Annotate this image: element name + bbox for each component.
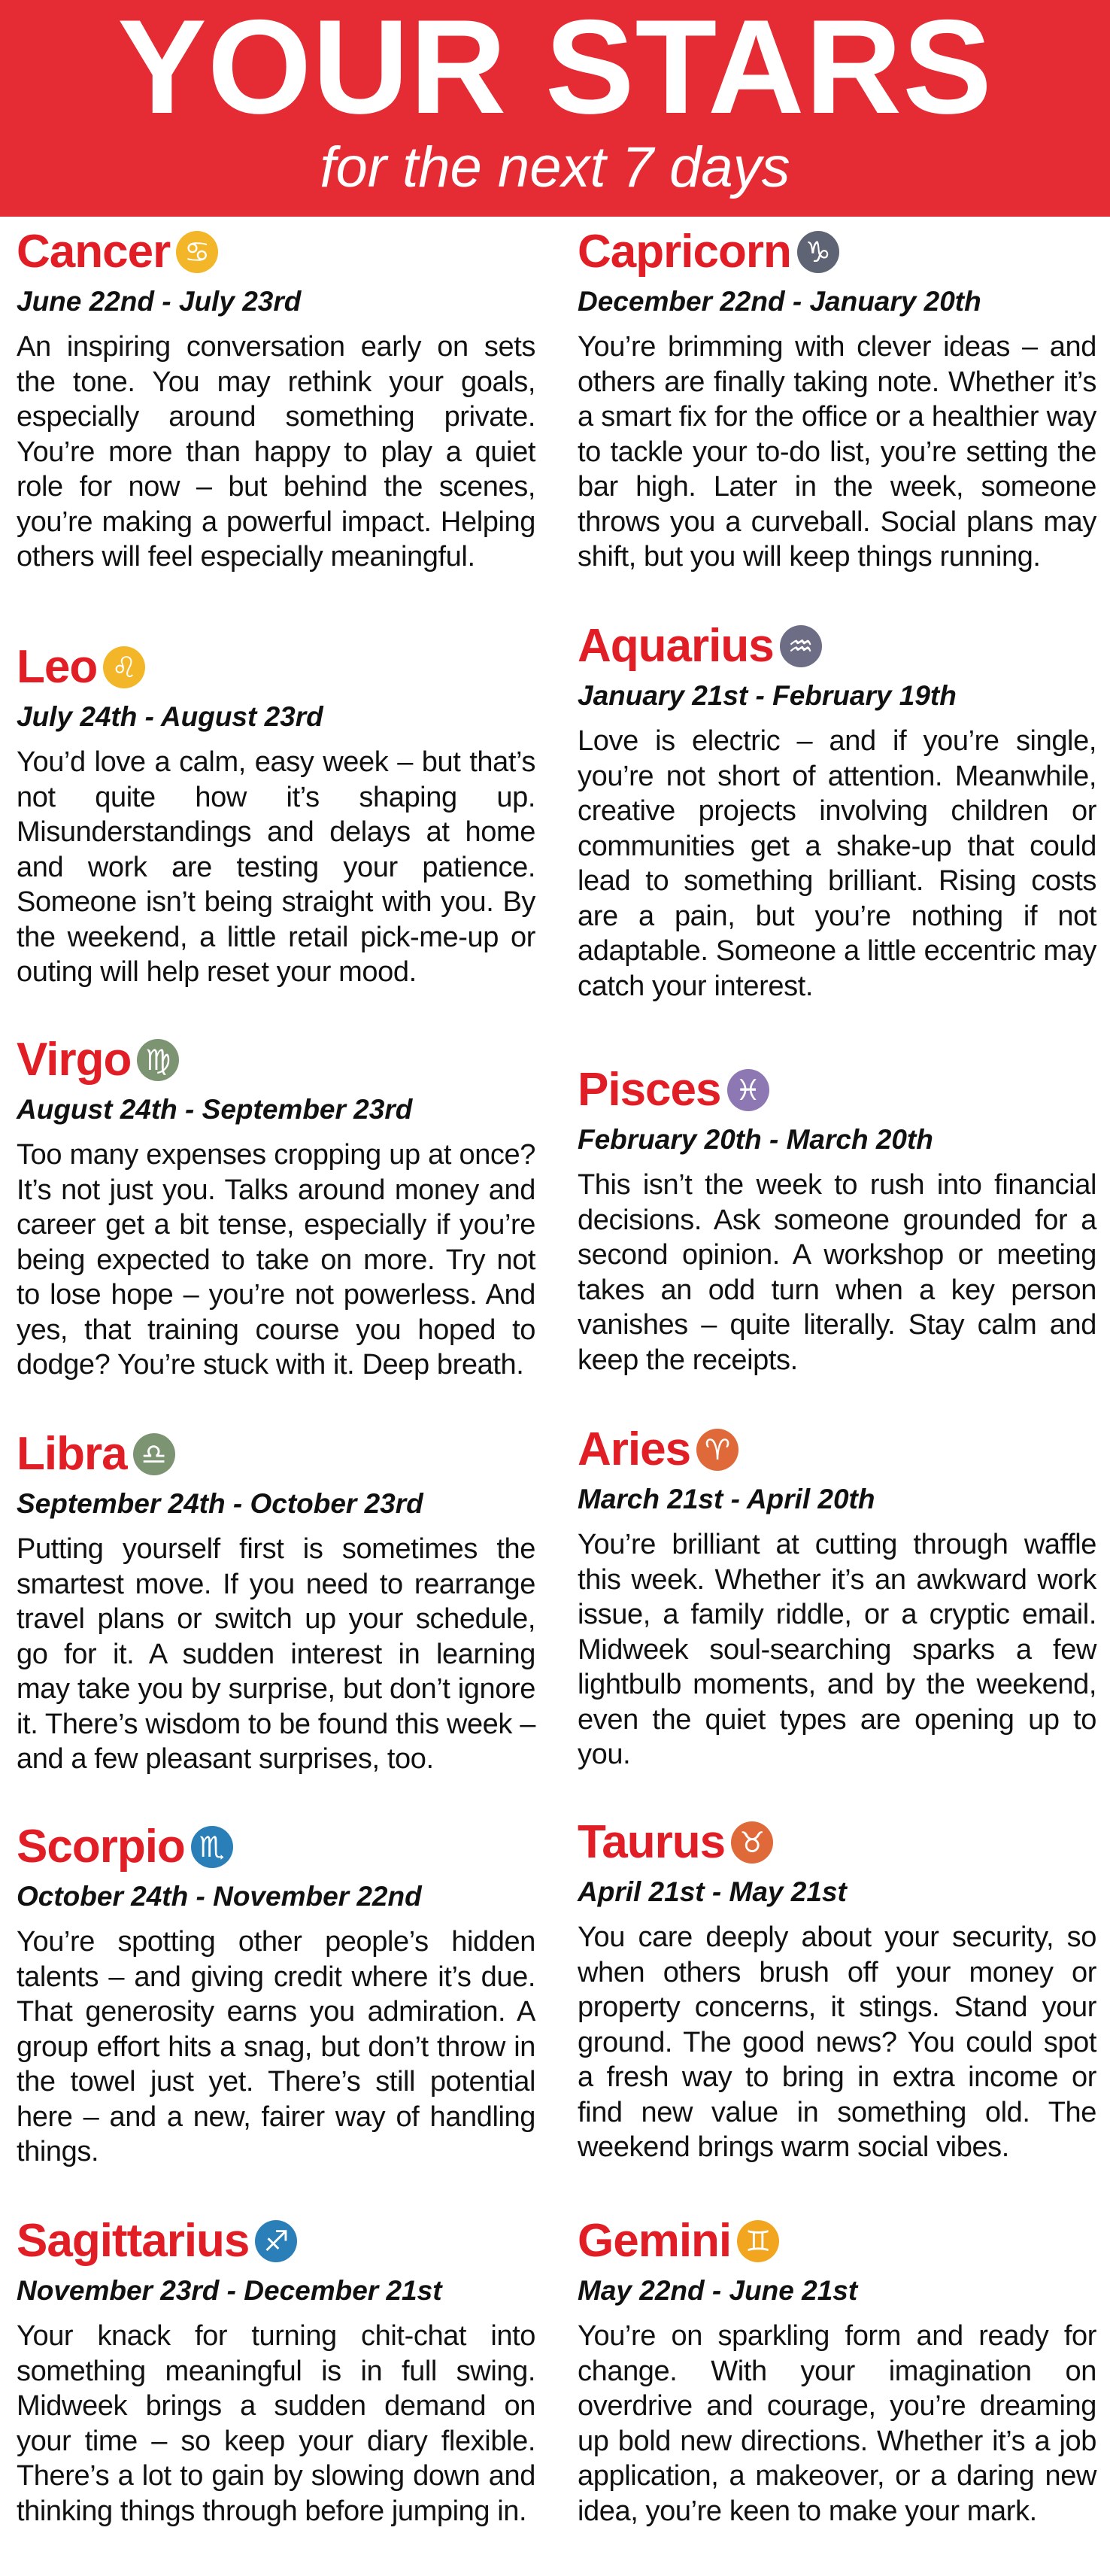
sign-sagittarius — [17, 2213, 535, 2529]
sign-cancer — [17, 224, 535, 575]
page-header — [0, 0, 1110, 217]
sign-text: You’re brilliant at cutting through waffle this week. Whether it’s an awkward work issue, a family riddle, or a cryptic email. Midweek soul-searching sparks a few lightbulb moments, and by the weekend, even the quiet types are opening up to you. — [578, 1529, 1096, 1770]
sign-name: Virgo — [17, 1034, 132, 1086]
scorpio-icon: ♏ — [191, 1826, 233, 1868]
sign-aries — [578, 1422, 1096, 1773]
sign-scorpio — [17, 1819, 535, 2170]
gemini-icon: ♊ — [737, 2220, 779, 2262]
sign-dates: February 20th - March 20th — [578, 1124, 933, 1155]
sign-name: Sagittarius — [17, 2215, 250, 2267]
sign-pisces — [578, 1062, 1096, 1378]
page-subtitle: for the next 7 days — [320, 135, 790, 199]
sign-dates: January 21st - February 19th — [578, 680, 957, 711]
cancer-icon: ♋ — [176, 231, 218, 273]
page-title: YOUR STARS — [117, 0, 993, 141]
sign-name: Leo — [17, 641, 98, 693]
sign-text: Too many expenses cropping up at once? It’s not just you. Talks around money and career get a bit tense, especially if you’re being expected to take on more. Try not to lose hope – you’re not powerless. And yes, that training course you hoped to dodge? You’re stuck with it. Deep breath. — [17, 1139, 535, 1381]
sign-text: You’re on sparkling form and ready for change. With your imagination on overdrive and courage, you’re dreaming up bold new directions. Whether it’s a job application, a makeover, or a daring new idea, you’re keen to make your mark. — [578, 2320, 1096, 2527]
sign-taurus — [578, 1815, 1096, 2165]
sign-dates: April 21st - May 21st — [578, 1876, 847, 1907]
aries-icon: ♈ — [696, 1429, 738, 1471]
sign-dates: July 24th - August 23rd — [17, 701, 323, 732]
sign-name: Aries — [578, 1423, 691, 1475]
sign-dates: October 24th - November 22nd — [17, 1881, 422, 1912]
sign-dates: December 22nd - January 20th — [578, 286, 981, 317]
sign-name: Gemini — [578, 2215, 732, 2267]
pisces-icon: ♓ — [727, 1069, 769, 1111]
sign-text: An inspiring conversation early on sets the tone. You may rethink your goals, especially around something private. You’re more than happy to play a quiet role for now – but behind the scenes, you’re making a powerful impact. Helping others will feel especially meaningful. — [17, 331, 535, 573]
capricorn-icon: ♑ — [797, 231, 839, 273]
sign-name: Taurus — [578, 1816, 726, 1868]
sign-virgo — [17, 1032, 535, 1383]
libra-icon: ♎ — [133, 1433, 175, 1475]
sagittarius-icon: ♐ — [255, 2220, 297, 2262]
leo-icon: ♌ — [103, 646, 145, 688]
sign-text: You’re spotting other people’s hidden talents – and giving credit where it’s due. That generosity earns you admiration. A group effort hits a snag, but don’t throw in the towel just yet. There’s still potential here – and a new, fairer way of handling things. — [17, 1926, 535, 2167]
sign-dates: November 23rd - December 21st — [17, 2275, 442, 2306]
sign-gemini — [578, 2213, 1096, 2529]
sign-name: Aquarius — [578, 620, 774, 672]
sign-text: Putting yourself first is sometimes the smartest move. If you need to rearrange travel plans or switch up your schedule, go for it. A sudden interest in learning may take you by surprise, but don’t ignore it. There’s wisdom to be found this week – and a few pleasant surprises, too. — [17, 1533, 535, 1775]
sign-name: Capricorn — [578, 226, 791, 278]
sign-libra — [17, 1426, 535, 1777]
virgo-icon: ♍ — [137, 1039, 179, 1081]
sign-name: Libra — [17, 1428, 127, 1480]
sign-name: Pisces — [578, 1064, 721, 1116]
sign-text: Your knack for turning chit-chat into something meaningful is in full swing. Midweek brings a sudden demand on your time – so keep your diary flexible. There’s a lot to gain by slowing down and thinking things through before jumping in. — [17, 2320, 535, 2527]
sign-dates: May 22nd - June 21st — [578, 2275, 858, 2306]
sign-name: Cancer — [17, 226, 171, 278]
sign-leo — [17, 639, 535, 990]
sign-text: Love is electric – and if you’re single, you’re not short of attention. Meanwhile, creative projects involving children or communities get a shake-up that could lead to something brilliant. Rising costs are a pain, but you’re nothing if not adaptable. Someone a little eccentric may catch your interest. — [578, 725, 1096, 1002]
sign-name: Scorpio — [17, 1821, 185, 1873]
sign-dates: August 24th - September 23rd — [17, 1094, 413, 1125]
aquarius-icon: ♒ — [780, 625, 822, 667]
sign-aquarius — [578, 618, 1096, 1004]
sign-text: You care deeply about your security, so when others brush off your money or property concerns, it stings. Stand your ground. The good news? You could spot a fresh way to bring in extra income or find new value in something old. The weekend brings warm social vibes. — [578, 1921, 1096, 2163]
sign-text: You’re brimming with clever ideas – and others are finally taking note. Whether it’s a smart fix for the office or a healthier way to tackle your to-do list, you’re setting the bar high. Later in the week, someone throws you a curveball. Social plans may shift, but you will keep things running. — [578, 331, 1096, 573]
sign-dates: September 24th - October 23rd — [17, 1488, 423, 1519]
sign-text: You’d love a calm, easy week – but that’s not quite how it’s shaping up. Misunderstandings and delays at home and work are testing your patience. Someone isn’t being straight with you. By the weekend, a little retail pick-me-up or outing will help reset your mood. — [17, 746, 535, 988]
taurus-icon: ♉ — [731, 1821, 773, 1864]
sign-dates: March 21st - April 20th — [578, 1484, 875, 1514]
sign-capricorn — [578, 224, 1096, 575]
sign-text: This isn’t the week to rush into financial decisions. Ask someone grounded for a second opinion. A workshop or meeting takes an odd turn when a key person vanishes – quite literally. Stay calm and keep the receipts. — [578, 1169, 1096, 1376]
sign-dates: June 22nd - July 23rd — [17, 286, 302, 317]
